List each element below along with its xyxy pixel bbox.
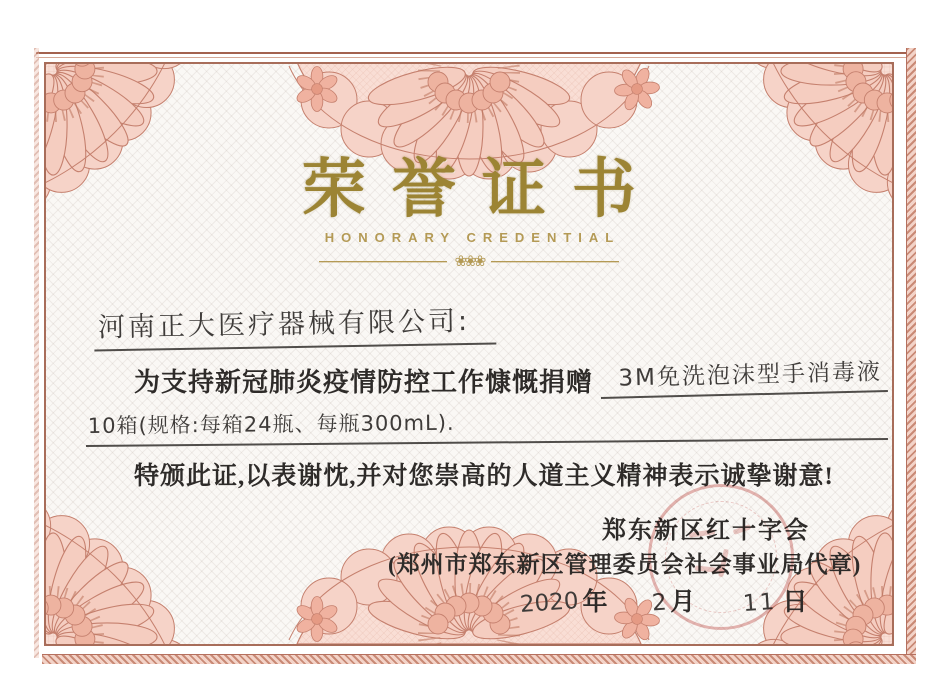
recipient-handwritten-text: 河南正大医疗器械有限公司:	[94, 298, 497, 351]
frame-rope-right	[906, 48, 916, 658]
date-year-label: 年	[582, 589, 608, 616]
donation-item-handwritten: 3M免洗泡沫型手消毒液	[600, 353, 888, 399]
divider-flourish-icon: ❀❀❀	[454, 253, 484, 270]
date-day-label: 日	[782, 589, 808, 616]
certificate	[34, 52, 916, 664]
donation-detail-line	[86, 403, 888, 447]
issuer-name: 郑东新区红十字会	[602, 518, 810, 544]
date-day-handwritten: 11	[742, 588, 778, 618]
rose-flower-icon	[292, 594, 342, 644]
rose-flower-icon	[292, 64, 342, 114]
certificate-title: 荣誉证书	[302, 154, 662, 225]
divider-line-left	[319, 261, 447, 262]
gold-divider	[319, 254, 619, 269]
frame-rope-bottom	[42, 654, 916, 664]
date-month-handwritten: 2	[650, 589, 668, 617]
date-month-label: 月	[670, 589, 696, 616]
frame-top-line	[36, 52, 916, 58]
certificate-inner-frame	[44, 62, 894, 646]
donation-detail-handwritten: 10箱(规格:每箱24瓶、每瓶300mL).	[87, 410, 455, 438]
recipient-line	[94, 302, 496, 348]
closing-line: 特颁此证,以表谢忱,并对您崇高的人道主义精神表示诚挚谢意!	[134, 463, 834, 490]
certificate-subtitle: HONORARY CREDENTIAL	[324, 230, 621, 245]
red-seal-stamp-icon	[648, 484, 794, 630]
frame-rope-left	[34, 48, 39, 658]
issuer-note: (郑州市郑东新区管理委员会社会事业局代章)	[388, 552, 862, 577]
divider-line-right	[491, 261, 619, 262]
donation-printed-prefix: 为支持新冠肺炎疫情防控工作慷慨捐赠	[134, 368, 594, 397]
red-seal-inner-ring	[665, 501, 777, 613]
donation-sentence	[134, 360, 888, 399]
date-year-handwritten: 2020	[519, 587, 580, 619]
